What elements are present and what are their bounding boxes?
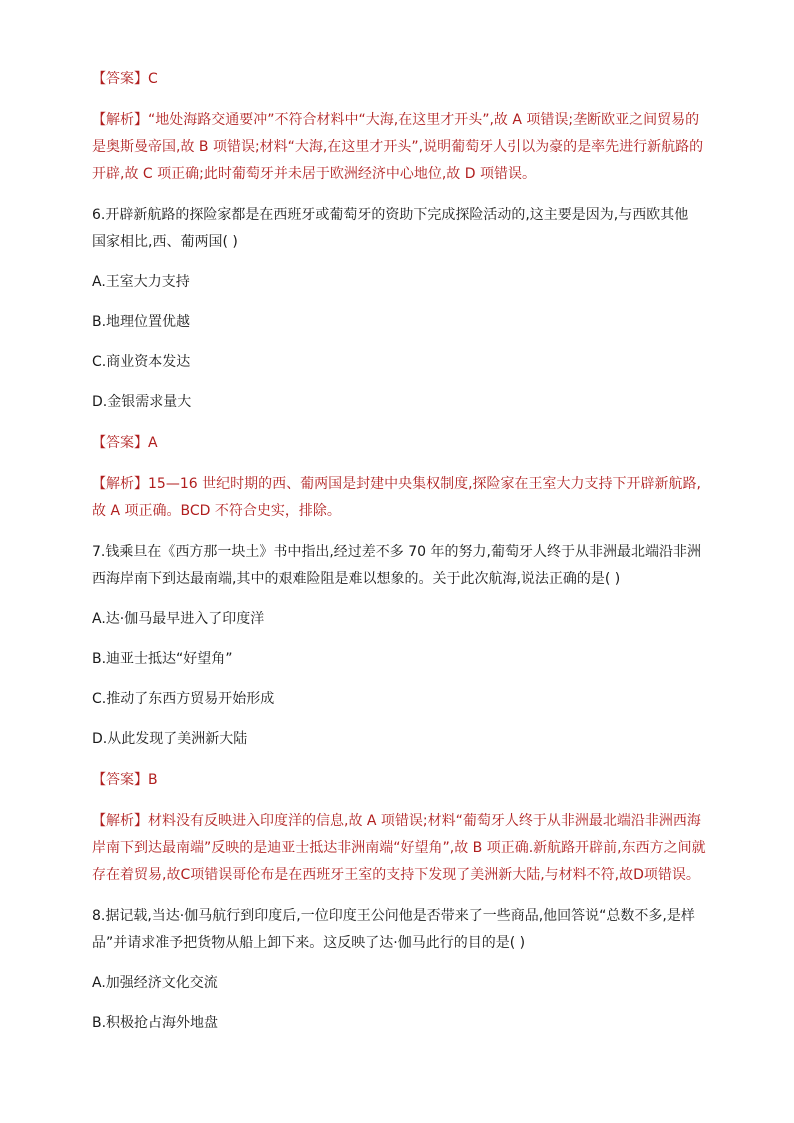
document-page bbox=[92, 66, 707, 1037]
option-item bbox=[92, 970, 707, 997]
analysis-line bbox=[92, 471, 707, 498]
analysis-text bbox=[92, 471, 707, 525]
answer-line bbox=[92, 767, 707, 794]
analysis-text-span: 故 A 项正确。BCD 不符合史实，排除。 bbox=[92, 503, 341, 519]
analysis-line bbox=[92, 808, 707, 835]
option-item bbox=[92, 606, 707, 633]
analysis-text-span: 15—16 世纪时期的西、葡两国是封建中央集权制度,探险家在王室大力支持下开辟新航路, bbox=[148, 476, 701, 492]
analysis-line bbox=[92, 134, 707, 161]
option-item bbox=[92, 309, 707, 336]
answer-value: A bbox=[148, 435, 158, 451]
question-text bbox=[92, 539, 707, 593]
option-text: B.地理位置优越 bbox=[92, 314, 191, 330]
answer-content bbox=[92, 767, 707, 794]
analysis-line bbox=[92, 161, 707, 188]
question-line: 8.据记载,当达·伽马航行到印度后,一位印度王公问他是否带来了一些商品,他回答说“总数不多,是样 bbox=[92, 908, 695, 924]
analysis-text-span: 是奥斯曼帝国,故 B 项错误;材料“大海,在这里才开头”,说明葡萄牙人引以为豪的是率先进行新航路的 bbox=[92, 139, 704, 155]
option-item bbox=[92, 726, 707, 753]
answer-line bbox=[92, 430, 707, 457]
answer-value: C bbox=[148, 71, 158, 87]
answer-tag: 【答案】 bbox=[92, 772, 148, 788]
question-line: 品”并请求准予把货物从船上卸下来。这反映了达·伽马此行的目的是( ) bbox=[92, 935, 526, 951]
option-text: B.迪亚士抵达“好望角” bbox=[92, 651, 233, 667]
answer-line bbox=[92, 66, 707, 93]
option-text: A.王室大力支持 bbox=[92, 274, 190, 290]
analysis-line bbox=[92, 862, 707, 889]
answer-content bbox=[92, 430, 707, 457]
option-item bbox=[92, 389, 707, 416]
analysis-tag: 【解析】 bbox=[92, 813, 148, 829]
analysis-text-span: 材料没有反映进入印度洋的信息,故 A 项错误;材料“葡萄牙人终于从非洲最北端沿非洲西海 bbox=[148, 813, 701, 829]
option-text: D.从此发现了美洲新大陆 bbox=[92, 731, 248, 747]
question-line: 7.钱乘旦在《西方那一块土》书中指出,经过差不多 70 年的努力,葡萄牙人终于从非洲最北端沿非洲 bbox=[92, 544, 701, 560]
analysis-line bbox=[92, 498, 707, 525]
option-item bbox=[92, 1010, 707, 1037]
question-line: 西海岸南下到达最南端,其中的艰难险阻是难以想象的。关于此次航海,说法正确的是( ) bbox=[92, 571, 621, 587]
question-line: 国家相比,西、葡两国( ) bbox=[92, 234, 238, 250]
option-item bbox=[92, 686, 707, 713]
question-line: 6.开辟新航路的探险家都是在西班牙或葡萄牙的资助下完成探险活动的,这主要是因为,与西欧其他 bbox=[92, 207, 689, 223]
option-text: C.推动了东西方贸易开始形成 bbox=[92, 691, 275, 707]
analysis-tag: 【解析】 bbox=[92, 112, 148, 128]
option-item bbox=[92, 646, 707, 673]
option-item bbox=[92, 269, 707, 296]
analysis-text-span: “地处海路交通要冲”不符合材料中“大海,在这里才开头”,故 A 项错误;垄断欧亚之间贸易的 bbox=[148, 112, 700, 128]
analysis-text bbox=[92, 808, 707, 889]
option-text: C.商业资本发达 bbox=[92, 354, 191, 370]
option-text: D.金银需求量大 bbox=[92, 394, 192, 410]
question-text bbox=[92, 903, 707, 957]
analysis-tag: 【解析】 bbox=[92, 476, 148, 492]
option-text: A.达·伽马最早进入了印度洋 bbox=[92, 611, 265, 627]
answer-tag: 【答案】 bbox=[92, 71, 148, 87]
analysis-text bbox=[92, 107, 707, 188]
analysis-text-span: 开辟,故 C 项正确;此时葡萄牙并未居于欧洲经济中心地位,故 D 项错误。 bbox=[92, 166, 536, 182]
analysis-text-span: 岸南下到达最南端”反映的是迪亚士抵达非洲南端“好望角”,故 B 项正确.新航路开辟前,东西方之间就 bbox=[92, 840, 706, 856]
answer-content bbox=[92, 66, 707, 93]
analysis-line bbox=[92, 107, 707, 134]
answer-value: B bbox=[148, 772, 158, 788]
option-text: B.积极抢占海外地盘 bbox=[92, 1015, 219, 1031]
option-item bbox=[92, 349, 707, 376]
question-text bbox=[92, 202, 707, 256]
analysis-text-span: 存在着贸易,故C项错误哥伦布是在西班牙王室的支持下发现了美洲新大陆,与材料不符,故D项错误。 bbox=[92, 867, 700, 883]
option-text: A.加强经济文化交流 bbox=[92, 975, 218, 991]
answer-tag: 【答案】 bbox=[92, 435, 148, 451]
analysis-line bbox=[92, 835, 707, 862]
